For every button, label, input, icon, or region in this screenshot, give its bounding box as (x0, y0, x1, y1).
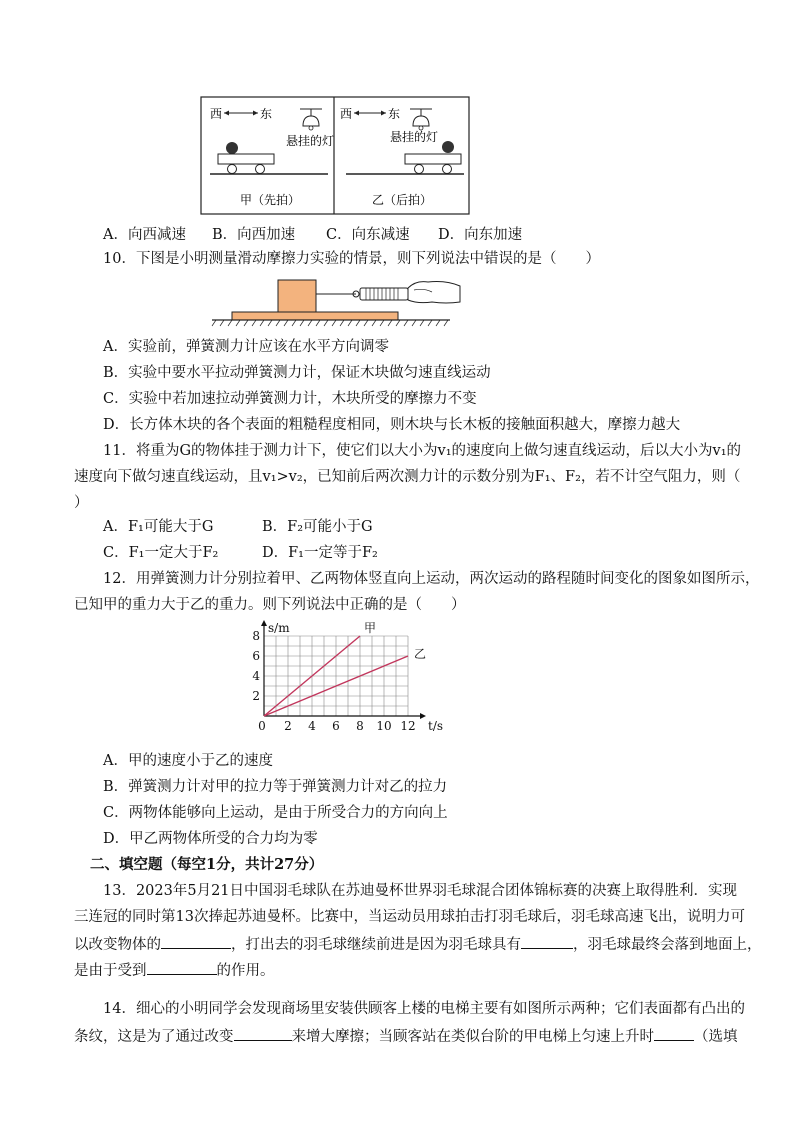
y-tick-label: 8 (252, 629, 260, 643)
long-board (232, 312, 398, 320)
q14-line2-part3: （选填 (694, 1029, 738, 1045)
y-axis-label: s/m (268, 621, 290, 635)
q14-line2-part2: 来增大摩擦；当顾客站在类似台阶的甲电梯上匀速上升时 (291, 1029, 654, 1045)
hanging-lamp-left (303, 116, 319, 126)
q12-line1: 12．用弹簧测力计分别拉着甲、乙两物体竖直向上运动，两次运动的路程随时间变化的图象如图所示， (103, 571, 760, 587)
x-tick-label: 10 (376, 719, 392, 733)
q9-lamp-label-right: 悬挂的灯 (390, 130, 439, 144)
q11-option-d: D．F₁一定等于F₂ (262, 545, 378, 561)
q9-east-label-right: 东 (388, 107, 401, 121)
spring-scale (360, 288, 408, 300)
q9-caption-right: 乙（后拍） (372, 193, 433, 207)
series-label-yi: 乙 (413, 647, 427, 661)
wood-block (278, 280, 316, 312)
graph-grid (264, 636, 408, 716)
q12-line2: 已知甲的重力大于乙的重力。则下列说法中正确的是（ ） (74, 597, 466, 613)
q11-line3: ） (74, 495, 89, 511)
q12-option-a: A．甲的速度小于乙的速度 (103, 753, 273, 769)
q13-line3 (74, 934, 762, 954)
ball-right (442, 141, 454, 153)
q10-option-d: D．长方体木块的各个表面的粗糙程度相同，则木块与长木板的接触面积越大，摩擦力越大 (103, 417, 681, 433)
x-axis-label: t/s (428, 719, 444, 733)
x-tick-label: 2 (284, 719, 292, 733)
x-tick-label: 8 (356, 719, 364, 733)
q10-figure (210, 276, 466, 328)
hanging-lamp-right (413, 116, 429, 126)
q13-line3-part1: 以改变物体的 (74, 937, 161, 953)
q11-option-c: C．F₁一定大于F₂ (103, 545, 219, 561)
q9-west-label-left: 西 (210, 107, 223, 121)
q9-figure (200, 96, 470, 216)
q14-line1: 14．细心的小明同学会发现商场里安装供顾客上楼的电梯主要有如图所示两种；它们表面都有凸出的 (103, 1001, 745, 1017)
q9-option-d: D．向东加速 (438, 227, 523, 243)
cart-right (405, 154, 461, 164)
q13-blank-1[interactable] (161, 934, 231, 949)
q12-option-d: D．甲乙两物体所受的合力均为零 (103, 831, 318, 847)
q14-line2 (74, 1026, 738, 1046)
q12-option-c: C．两物体能够向上运动，是由于所受合力的方向向上 (103, 805, 448, 821)
q14-blank-1[interactable] (234, 1026, 292, 1041)
q13-line4-part2: 的作用。 (216, 963, 275, 979)
y-tick-label: 6 (252, 649, 260, 663)
hand-icon (408, 282, 460, 304)
origin-label: 0 (258, 719, 266, 733)
q13-line4-part1: 是由于受到 (74, 963, 147, 979)
q10-option-a: A．实验前，弹簧测力计应该在水平方向调零 (103, 339, 389, 355)
q13-line4 (74, 960, 275, 980)
series-label-jia: 甲 (363, 621, 377, 635)
q11-line2: 速度向下做匀速直线运动，且v₁>v₂，已知前后两次测力计的示数分别为F₁、F₂，若不计空气阻力，则（ (74, 469, 741, 485)
q9-lamp-label-left: 悬挂的灯 (286, 134, 335, 148)
x-tick-label: 12 (400, 719, 416, 733)
q9-east-label-left: 东 (260, 107, 273, 121)
cart-left (218, 154, 274, 164)
y-tick-label: 4 (252, 669, 260, 683)
x-axis-arrow (420, 713, 426, 719)
q10-option-c: C．实验中若加速拉动弹簧测力计，木块所受的摩擦力不变 (103, 391, 477, 407)
q13-line3-part2: ，打出去的羽毛球继续前进是因为羽毛球具有 (231, 937, 521, 953)
q9-west-label-right: 西 (340, 107, 353, 121)
q10-stem: 10．下图是小明测量滑动摩擦力实验的情景，则下列说法中错误的是（ ） (103, 251, 600, 267)
section-title-fill-in: 二、填空题（每空1分，共计27分） (90, 856, 324, 873)
q13-line3-part3: ，羽毛球最终会落到地面上， (573, 937, 762, 953)
ball-left (226, 142, 238, 154)
q9-caption-left: 甲（先拍） (240, 193, 301, 207)
x-tick-label: 6 (332, 719, 340, 733)
q13-blank-2[interactable] (521, 934, 573, 949)
y-tick-label: 2 (252, 689, 260, 703)
q13-line2: 三连冠的同时第13次捧起苏迪曼杯。比赛中，当运动员用球拍击打羽毛球后，羽毛球高速飞出，说明力可 (74, 909, 745, 925)
q14-blank-2[interactable] (654, 1026, 694, 1041)
q13-line1: 13．2023年5月21日中国羽毛球队在苏迪曼杯世界羽毛球混合团体锦标赛的决赛上取得胜利．实现 (103, 883, 738, 899)
q14-line2-part1: 条纹，这是为了通过改变 (74, 1029, 234, 1045)
q10-option-b: B．实验中要水平拉动弹簧测力计，保证木块做匀速直线运动 (103, 365, 491, 381)
q13-blank-3[interactable] (147, 960, 217, 975)
y-axis-arrow (261, 620, 267, 626)
q11-option-b: B．F₂可能小于G (262, 519, 373, 535)
q11-option-a: A．F₁可能大于G (103, 519, 214, 535)
q12-graph (250, 618, 444, 748)
ground-hatching (212, 320, 448, 326)
x-tick-label: 4 (308, 719, 316, 733)
q9-option-a: A．向西减速 (103, 227, 186, 243)
q9-option-b: B．向西加速 (212, 227, 296, 243)
q11-line1: 11．将重为G的物体挂于测力计下，使它们以大小为v₁的速度向上做匀速直线运动，后以大小为v₁的 (103, 443, 742, 459)
q12-option-b: B．弹簧测力计对甲的拉力等于弹簧测力计对乙的拉力 (103, 779, 448, 795)
q9-option-c: C．向东减速 (326, 227, 410, 243)
